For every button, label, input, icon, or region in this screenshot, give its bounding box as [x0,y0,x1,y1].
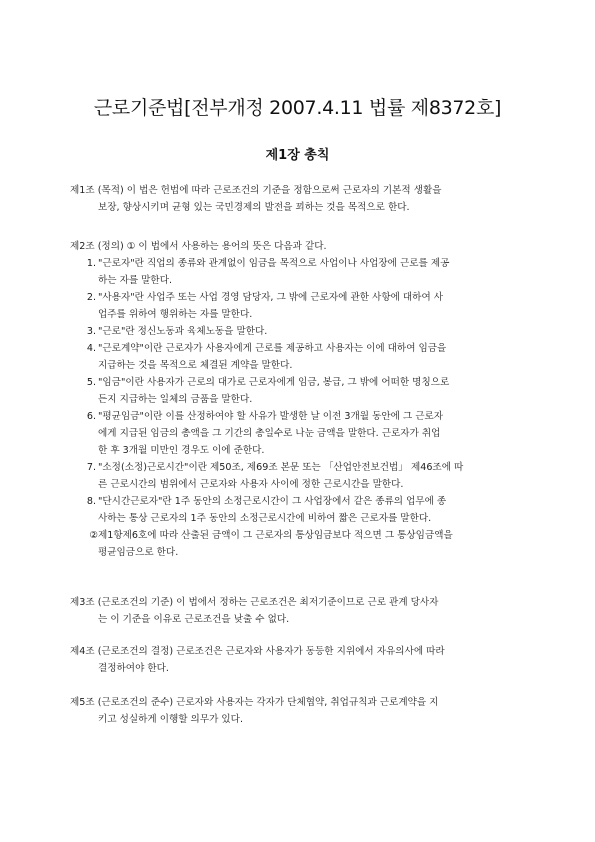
article-5-line-1: 제5조 (근로조건의 준수) 근로자와 사용자는 각자가 단체협약, 취업규칙과 근로계약을 지 [70,697,439,708]
definition-item-1 [70,255,530,289]
definition-item-5 [70,374,530,408]
item-text: 하는 자를 말한다. [98,275,173,286]
definition-item-8 [70,493,530,527]
article-1-line-2: 보장, 향상시키며 균형 있는 국민경제의 발전을 꾀하는 것을 목적으로 한다. [98,202,410,213]
item-text: 평균임금으로 한다. [98,547,179,558]
item-text: 른 근로시간의 범위에서 근로자와 사용자 사이에 정한 근로시간을 말한다. [98,479,404,490]
item-number: 6. [86,411,96,422]
item-text: 업주를 위하여 행위하는 자를 말한다. [98,309,253,320]
item-text: 든지 지급하는 일체의 금품을 말한다. [98,394,253,405]
definition-item-7 [70,459,530,493]
item-text: "근로자"란 직업의 종류와 관계없이 임금을 목적으로 사업이나 사업장에 근로를 제공 [98,258,450,269]
paragraph-number: ② [89,530,98,541]
page-title: 근로기준법[전부개정 2007.4.11 법률 제8372호] [93,97,502,119]
definition-item-2 [70,289,530,323]
article-5-line-2: 키고 성실하게 이행할 의무가 있다. [98,714,243,725]
article-1-line-1: 제1조 (목적) 이 법은 헌법에 따라 근로조건의 기준을 정함으로써 근로자의 기본적 생활을 [70,185,442,196]
article-2-head: 제2조 (정의) ① 이 법에서 사용하는 용어의 뜻은 다음과 같다. [70,241,327,252]
paragraph-2 [70,527,530,561]
item-text: 지급하는 것을 목적으로 체결된 계약을 말한다. [98,360,293,371]
item-text: "근로계약"이란 근로자가 사용자에게 근로를 제공하고 사용자는 이에 대하여 임금을 [98,343,447,354]
article-4-line-1: 제4조 (근로조건의 결정) 근로조건은 근로자와 사용자가 동등한 지위에서 자유의사에 따라 [70,646,445,657]
chapter-title: 제1장 총칙 [265,148,330,163]
definition-item-3 [70,323,530,340]
article-4 [70,643,530,677]
item-text: 한 후 3개월 미만인 경우도 이에 준한다. [98,445,265,456]
item-number: 3. [86,326,96,337]
item-text: 제1항제6호에 따라 산출된 금액이 그 근로자의 통상임금보다 적으면 그 통상임금액을 [98,530,453,541]
item-number: 4. [86,343,96,354]
article-3-line-1: 제3조 (근로조건의 기준) 이 법에서 정하는 근로조건은 최저기준이므로 근로 관계 당사자 [70,597,439,608]
article-3-line-2: 는 이 기준을 이유로 근로조건을 낮출 수 없다. [98,614,290,625]
definition-item-4 [70,340,530,374]
item-number: 2. [86,292,96,303]
definition-item-6 [70,408,530,459]
item-text: "임금"이란 사용자가 근로의 대가로 근로자에게 임금, 봉급, 그 밖에 어떠한 명칭으로 [98,377,450,388]
item-number: 7. [86,462,96,473]
article-5 [70,694,530,728]
article-1 [70,182,530,216]
item-text: 에게 지급된 임금의 총액을 그 기간의 총일수로 나눈 금액을 말한다. 근로자가 취업 [98,428,441,439]
item-text: "사용자"란 사업주 또는 사업 경영 담당자, 그 밖에 근로자에 관한 사항에 대하여 사 [98,292,444,303]
item-number: 8. [86,496,96,507]
article-2 [70,238,530,561]
item-text: "근로"란 정신노동과 육체노동을 말한다. [98,326,268,337]
item-text: "단시간근로자"란 1주 동안의 소정근로시간이 그 사업장에서 같은 종류의 업무에 종 [98,496,447,507]
item-number: 1. [86,258,96,269]
article-4-line-2: 결정하여야 한다. [98,663,169,674]
item-text: "평균임금"이란 이를 산정하여야 할 사유가 발생한 날 이전 3개월 동안에 그 근로자 [98,411,444,422]
item-text: "소정(소정)근로시간"이란 제50조, 제69조 본문 또는 「산업안전보건법」 제46조에 따 [98,462,464,473]
article-3 [70,594,530,628]
item-text: 사하는 통상 근로자의 1주 동안의 소정근로시간에 비하여 짧은 근로자를 말한다. [98,513,432,524]
item-number: 5. [86,377,96,388]
